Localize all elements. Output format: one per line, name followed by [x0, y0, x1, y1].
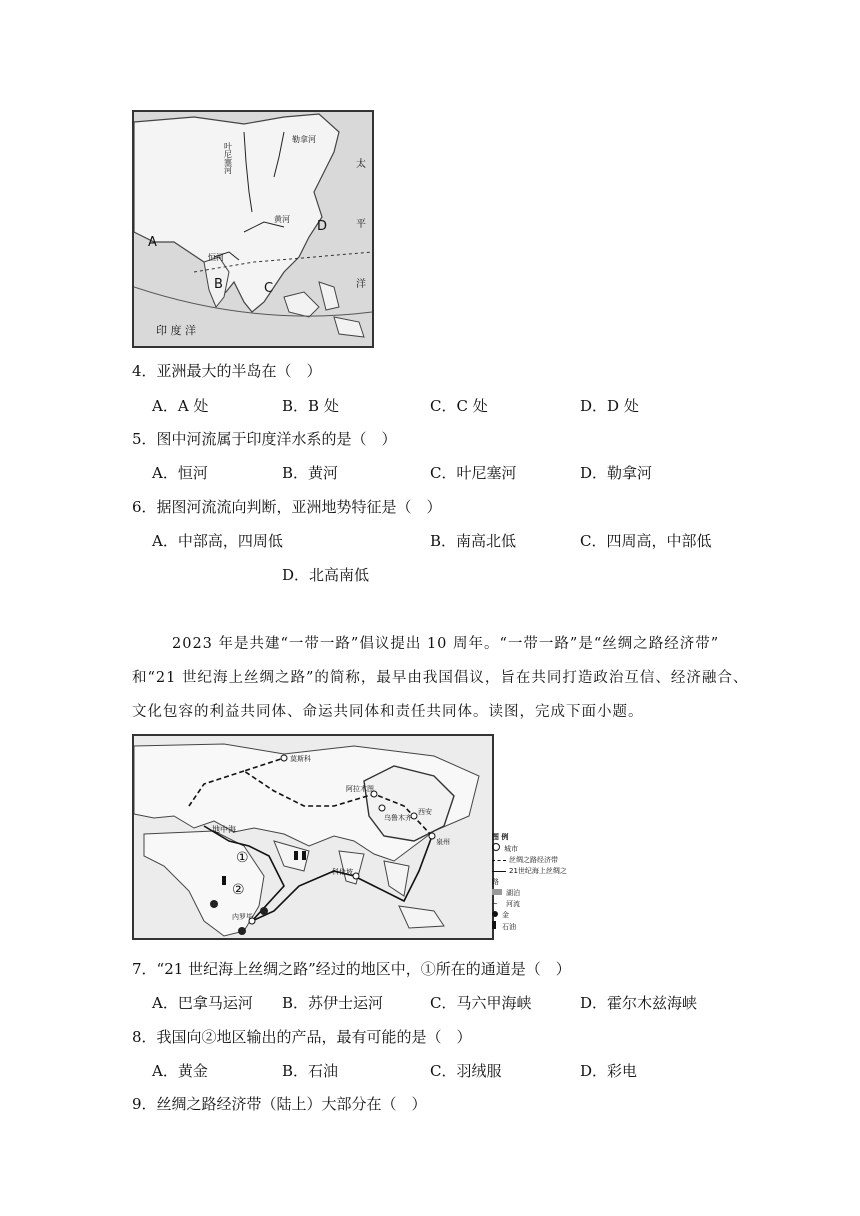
belt-road-map — [132, 734, 494, 940]
point-a: A — [148, 235, 157, 250]
legend-belt-label: 丝绸之路经济带 — [509, 856, 558, 864]
legend-river-label: 河流 — [506, 900, 520, 908]
q6-option-b[interactable]: B．南高北低 — [430, 532, 517, 550]
label-moscow: 莫斯科 — [290, 755, 311, 763]
question-9-stem: 9．丝绸之路经济带（陆上）大部分在（ ） — [132, 1095, 427, 1113]
q8-option-a[interactable]: A．黄金 — [152, 1062, 208, 1080]
q8-option-b[interactable]: B．石油 — [282, 1062, 339, 1080]
q5-option-b[interactable]: B．黄河 — [282, 464, 339, 482]
legend-gold — [492, 910, 572, 921]
label-urumqi: 乌鲁木齐 — [384, 814, 412, 822]
q5-option-d[interactable]: D．勒拿河 — [580, 464, 653, 482]
label-yenisei: 叶尼塞河 — [223, 142, 233, 174]
legend-maritime — [492, 866, 572, 888]
q7-option-d[interactable]: D．霍尔木兹海峡 — [580, 994, 698, 1012]
legend-belt — [492, 855, 572, 866]
q4-option-d[interactable]: D．D 处 — [580, 397, 639, 415]
point-b: B — [214, 277, 223, 292]
label-yellow-river: 黄河 — [274, 215, 290, 224]
legend-maritime-label: 21世纪海上丝绸之路 — [492, 867, 567, 886]
label-tai: 太 — [356, 159, 366, 170]
label-ganges: 恒河 — [208, 253, 224, 262]
label-mark-1: ① — [236, 850, 249, 866]
legend-oil — [492, 921, 572, 933]
legend-gold-label: 金 — [502, 911, 509, 919]
label-xian: 西安 — [418, 808, 432, 816]
label-lena: 勒拿河 — [292, 135, 316, 144]
legend-oil-label: 石油 — [502, 923, 516, 931]
point-d: D — [317, 219, 328, 234]
passage-line-2: 和“21 世纪海上丝绸之路”的简称，最早由我国倡议，旨在共同打造政治互信、经济融合、 — [132, 670, 749, 686]
label-almaty: 阿拉木图 — [346, 785, 374, 793]
question-7-stem: 7．“21 世纪海上丝绸之路”经过的地区中，①所在的通道是（ ） — [132, 960, 571, 978]
legend-title: 图 例 — [492, 833, 509, 841]
legend-lake-label: 湖泊 — [506, 889, 520, 897]
q4-option-b[interactable]: B．B 处 — [282, 397, 339, 415]
label-mediterranean: 地中海 — [212, 825, 236, 834]
q6-option-c[interactable]: C．四周高，中部低 — [580, 532, 712, 550]
legend-city-label: 城市 — [504, 845, 518, 853]
q4-option-a[interactable]: A．A 处 — [152, 397, 209, 415]
label-yang: 洋 — [356, 279, 366, 290]
label-indian-ocean: 印 度 洋 — [156, 324, 196, 337]
label-ping: 平 — [356, 219, 366, 230]
q5-option-c[interactable]: C．叶尼塞河 — [430, 464, 517, 482]
q4-option-c[interactable]: C．C 处 — [430, 397, 488, 415]
q8-option-c[interactable]: C．羽绒服 — [430, 1062, 502, 1080]
map2-legend — [492, 832, 572, 933]
passage-line-1: 2023 年是共建“一带一路”倡议提出 10 周年。“一带一路”是“丝绸之路经济带” — [172, 636, 720, 652]
q6-option-d[interactable]: D．北高南低 — [282, 566, 370, 584]
question-4-stem: 4．亚洲最大的半岛在（ ） — [132, 362, 322, 380]
passage-line-3: 文化包容的利益共同体、命运共同体和责任共同体。读图，完成下面小题。 — [132, 704, 644, 720]
label-mark-2: ② — [232, 882, 245, 898]
asia-map — [132, 110, 374, 348]
legend-lake — [492, 888, 572, 899]
legend-city — [492, 843, 572, 855]
q5-option-a[interactable]: A．恒河 — [152, 464, 208, 482]
question-8-stem: 8．我国向②地区输出的产品，最有可能的是（ ） — [132, 1028, 472, 1046]
q7-option-c[interactable]: C．马六甲海峡 — [430, 994, 532, 1012]
label-quanzhou: 泉州 — [436, 838, 450, 846]
q7-option-b[interactable]: B．苏伊士运河 — [282, 994, 384, 1012]
question-6-stem: 6．据图河流流向判断，亚洲地势特征是（ ） — [132, 498, 442, 516]
label-colombo: 科伦坡 — [332, 868, 353, 876]
label-nairobi: 内罗毕 — [232, 913, 253, 921]
point-c: C — [264, 281, 274, 296]
legend-river: ~ 河流 — [492, 900, 520, 908]
q7-option-a[interactable]: A．巴拿马运河 — [152, 994, 253, 1012]
q6-option-a[interactable]: A．中部高，四周低 — [152, 532, 283, 550]
q8-option-d[interactable]: D．彩电 — [580, 1062, 638, 1080]
question-5-stem: 5．图中河流属于印度洋水系的是（ ） — [132, 430, 397, 448]
